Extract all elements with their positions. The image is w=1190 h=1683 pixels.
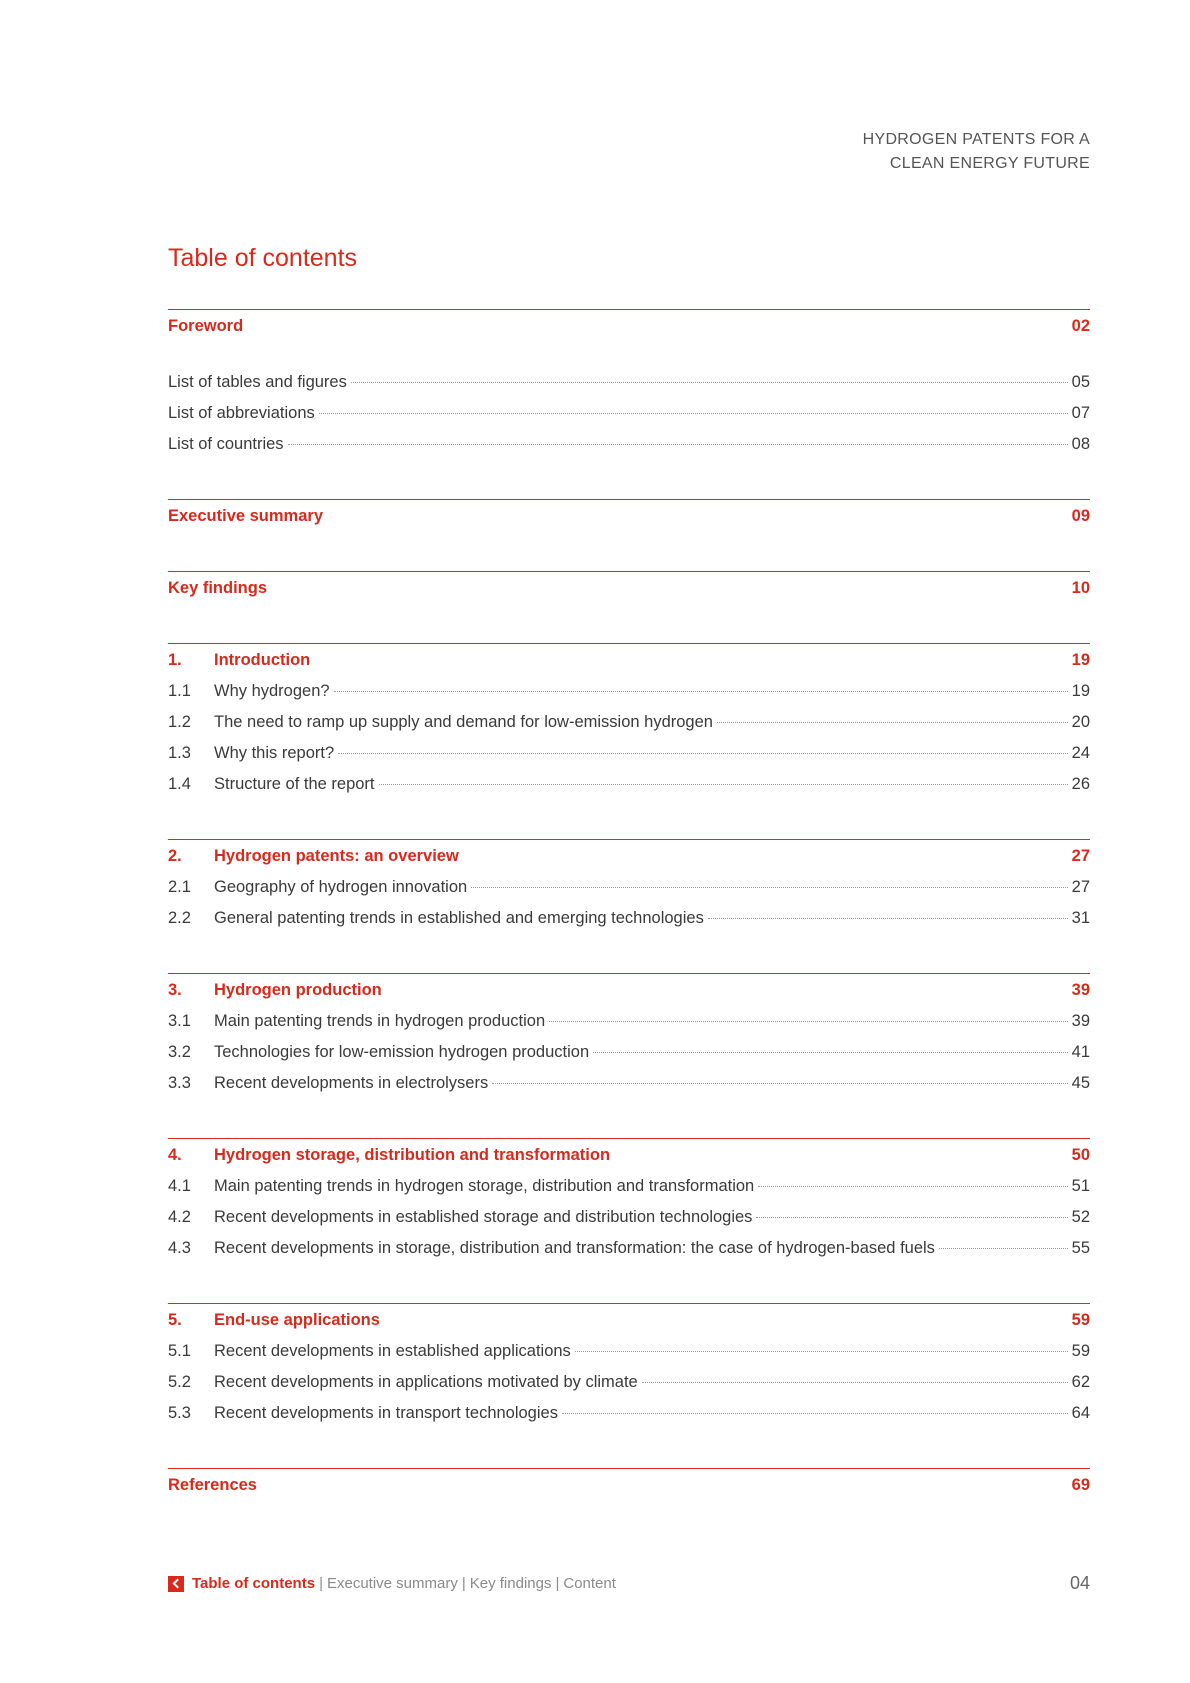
toc-subsection-number: 3.2: [168, 1043, 191, 1061]
toc-chapter-page: 50: [1071, 1146, 1090, 1164]
toc-entry-label: List of countries: [168, 435, 284, 453]
toc-entry-page: 69: [1071, 1476, 1090, 1494]
toc-subsection[interactable]: [168, 1177, 1090, 1208]
page-title: Table of contents: [168, 244, 358, 272]
dot-leader: [939, 1248, 1068, 1249]
dot-leader: [708, 918, 1068, 919]
toc-subsection-page: 52: [1071, 1208, 1090, 1226]
toc-subsection-number: 4.1: [168, 1177, 191, 1195]
dot-leader: [334, 691, 1068, 692]
toc-entry-label: List of abbreviations: [168, 404, 315, 422]
header-line-2: CLEAN ENERGY FUTURE: [889, 155, 1090, 172]
toc-entry-key-findings[interactable]: [168, 579, 1090, 610]
toc-subsection-number: 3.1: [168, 1012, 191, 1030]
toc-entry-list-countries[interactable]: [168, 435, 1090, 466]
dot-leader: [471, 887, 1067, 888]
toc-subsection[interactable]: [168, 1043, 1090, 1074]
toc-subsection-page: 39: [1071, 1012, 1090, 1030]
toc-chapter-label: End-use applications: [214, 1311, 380, 1329]
toc-chapter-page: 59: [1071, 1311, 1090, 1329]
toc-subsection-label: Recent developments in electrolysers: [214, 1074, 489, 1092]
toc-entry-references[interactable]: [168, 1476, 1090, 1507]
toc-subsection-page: 62: [1071, 1373, 1090, 1391]
toc-entry-label: Executive summary: [168, 507, 324, 525]
toc-subsection[interactable]: [168, 909, 1090, 940]
toc-subsection-number: 1.4: [168, 775, 191, 793]
footer-link-key-findings[interactable]: Key findings: [469, 1575, 552, 1592]
toc-section-references: [168, 1468, 1090, 1507]
toc-chapter-heading[interactable]: [168, 1311, 1090, 1342]
toc-section-foreword: [168, 309, 1090, 348]
toc-subsection-number: 5.3: [168, 1404, 191, 1422]
toc-subsection[interactable]: [168, 1239, 1090, 1270]
toc-subsection-label: Recent developments in established applications: [214, 1342, 571, 1360]
toc-subsection-number: 1.2: [168, 713, 191, 731]
toc-chapter-number: 5.: [168, 1311, 182, 1329]
table-of-contents: [168, 309, 1090, 1540]
footer-link-executive-summary[interactable]: Executive summary: [326, 1575, 458, 1592]
footer-link-content[interactable]: Content: [563, 1575, 616, 1592]
toc-subsection-number: 5.1: [168, 1342, 191, 1360]
toc-entry-executive-summary[interactable]: [168, 507, 1090, 538]
toc-subsection-page: 45: [1071, 1074, 1090, 1092]
toc-chapter-label: Hydrogen production: [214, 981, 382, 999]
dot-leader: [549, 1021, 1068, 1022]
toc-chapter-3: [168, 973, 1090, 1105]
dot-leader: [642, 1382, 1068, 1383]
toc-subsection[interactable]: [168, 1404, 1090, 1435]
toc-subsection[interactable]: [168, 775, 1090, 806]
toc-subsection-page: 59: [1071, 1342, 1090, 1360]
footer-separator: |: [555, 1575, 560, 1592]
toc-chapter-2: [168, 839, 1090, 940]
toc-chapter-5: [168, 1303, 1090, 1435]
toc-subsection-label: Why this report?: [214, 744, 335, 762]
toc-subsection-page: 26: [1071, 775, 1090, 793]
toc-subsection[interactable]: [168, 1342, 1090, 1373]
dot-leader: [717, 722, 1068, 723]
toc-subsection-label: Geography of hydrogen innovation: [214, 878, 468, 896]
toc-subsection-label: General patenting trends in established and emerging technologies: [214, 909, 704, 927]
dot-leader: [379, 784, 1068, 785]
toc-entry-page: 07: [1071, 404, 1090, 422]
dot-leader: [593, 1052, 1068, 1053]
toc-subsection-number: 3.3: [168, 1074, 191, 1092]
toc-subsection-label: Technologies for low-emission hydrogen production: [214, 1043, 590, 1061]
toc-chapter-page: 19: [1071, 651, 1090, 669]
toc-subsection-label: Recent developments in applications motivated by climate: [214, 1373, 638, 1391]
toc-subsection-number: 4.2: [168, 1208, 191, 1226]
toc-chapter-label: Introduction: [214, 651, 311, 669]
toc-subsection[interactable]: [168, 744, 1090, 775]
toc-chapter-heading[interactable]: [168, 651, 1090, 682]
toc-subsection-page: 41: [1071, 1043, 1090, 1061]
toc-subsection-label: Main patenting trends in hydrogen production: [214, 1012, 546, 1030]
toc-entry-page: 05: [1071, 373, 1090, 391]
toc-entry-page: 02: [1071, 317, 1090, 335]
toc-subsection-number: 1.1: [168, 682, 191, 700]
header-line-1: HYDROGEN PATENTS FOR A: [862, 131, 1090, 148]
toc-section-executive-summary: [168, 499, 1090, 538]
toc-chapter-heading[interactable]: [168, 847, 1090, 878]
toc-subsection-number: 2.1: [168, 878, 191, 896]
toc-subsection-label: Structure of the report: [214, 775, 375, 793]
toc-subsection-label: The need to ramp up supply and demand for low-emission hydrogen: [214, 713, 713, 731]
toc-subsection-number: 5.2: [168, 1373, 191, 1391]
toc-subsection-page: 51: [1071, 1177, 1090, 1195]
toc-subsection[interactable]: [168, 1208, 1090, 1239]
toc-subsection-label: Recent developments in transport technologies: [214, 1404, 558, 1422]
toc-entry-label: Foreword: [168, 317, 244, 335]
toc-entry-page: 08: [1071, 435, 1090, 453]
toc-subsection-label: Recent developments in established storage and distribution technologies: [214, 1208, 753, 1226]
toc-subsection[interactable]: [168, 1074, 1090, 1105]
toc-subsection-page: 31: [1071, 909, 1090, 927]
footer-separator: |: [319, 1575, 323, 1592]
toc-chapter-1: [168, 643, 1090, 806]
toc-section-key-findings: [168, 571, 1090, 610]
toc-subsection[interactable]: [168, 682, 1090, 713]
toc-subsection-number: 2.2: [168, 909, 191, 927]
toc-chapter-page: 39: [1071, 981, 1090, 999]
dot-leader: [338, 753, 1068, 754]
toc-subsection-label: Main patenting trends in hydrogen storage, distribution and transformation: [214, 1177, 755, 1195]
dot-leader: [351, 382, 1068, 383]
dot-leader: [288, 444, 1068, 445]
back-arrow-icon[interactable]: [168, 1576, 184, 1592]
toc-lists: [168, 373, 1090, 466]
toc-subsection-page: 55: [1071, 1239, 1090, 1257]
toc-chapter-number: 1.: [168, 651, 182, 669]
toc-chapter-number: 3.: [168, 981, 182, 999]
toc-entry-foreword[interactable]: [168, 317, 1090, 348]
footer-separator: |: [461, 1575, 466, 1592]
toc-subsection[interactable]: [168, 1373, 1090, 1404]
toc-subsection-number: 4.3: [168, 1239, 191, 1257]
toc-entry-label: List of tables and figures: [168, 373, 347, 391]
toc-subsection[interactable]: [168, 878, 1090, 909]
footer-navigation: [168, 1575, 616, 1592]
toc-subsection-page: 27: [1071, 878, 1090, 896]
toc-subsection-label: Why hydrogen?: [214, 682, 330, 700]
toc-subsection[interactable]: [168, 1012, 1090, 1043]
toc-chapter-number: 2.: [168, 847, 182, 865]
toc-subsection-page: 20: [1071, 713, 1090, 731]
toc-subsection-page: 24: [1071, 744, 1090, 762]
dot-leader: [756, 1217, 1067, 1218]
toc-chapter-4: [168, 1138, 1090, 1270]
toc-entry-list-tables-figures[interactable]: [168, 373, 1090, 404]
dot-leader: [319, 413, 1068, 414]
footer-link-table-of-contents[interactable]: Table of contents: [192, 1575, 316, 1592]
toc-entry-page: 10: [1071, 579, 1090, 597]
dot-leader: [758, 1186, 1067, 1187]
toc-entry-label: References: [168, 1476, 257, 1494]
page-number: 04: [1069, 1573, 1090, 1593]
toc-entry-label: Key findings: [168, 579, 268, 597]
toc-subsection-page: 19: [1071, 682, 1090, 700]
toc-subsection-label: Recent developments in storage, distribution and transformation: the case of hydrogen-based fuels: [214, 1239, 935, 1257]
toc-chapter-label: Hydrogen storage, distribution and transformation: [214, 1146, 611, 1164]
dot-leader: [575, 1351, 1068, 1352]
toc-subsection[interactable]: [168, 713, 1090, 744]
toc-chapter-number: 4.: [168, 1146, 182, 1164]
running-header: [863, 128, 1090, 176]
toc-chapter-label: Hydrogen patents: an overview: [214, 847, 459, 865]
toc-chapter-page: 27: [1071, 847, 1090, 865]
toc-subsection-number: 1.3: [168, 744, 191, 762]
toc-entry-list-abbreviations[interactable]: [168, 404, 1090, 435]
dot-leader: [492, 1083, 1067, 1084]
toc-chapter-heading[interactable]: [168, 1146, 1090, 1177]
dot-leader: [562, 1413, 1068, 1414]
toc-entry-page: 09: [1071, 507, 1090, 525]
toc-subsection-page: 64: [1071, 1404, 1090, 1422]
toc-chapter-heading[interactable]: [168, 981, 1090, 1012]
